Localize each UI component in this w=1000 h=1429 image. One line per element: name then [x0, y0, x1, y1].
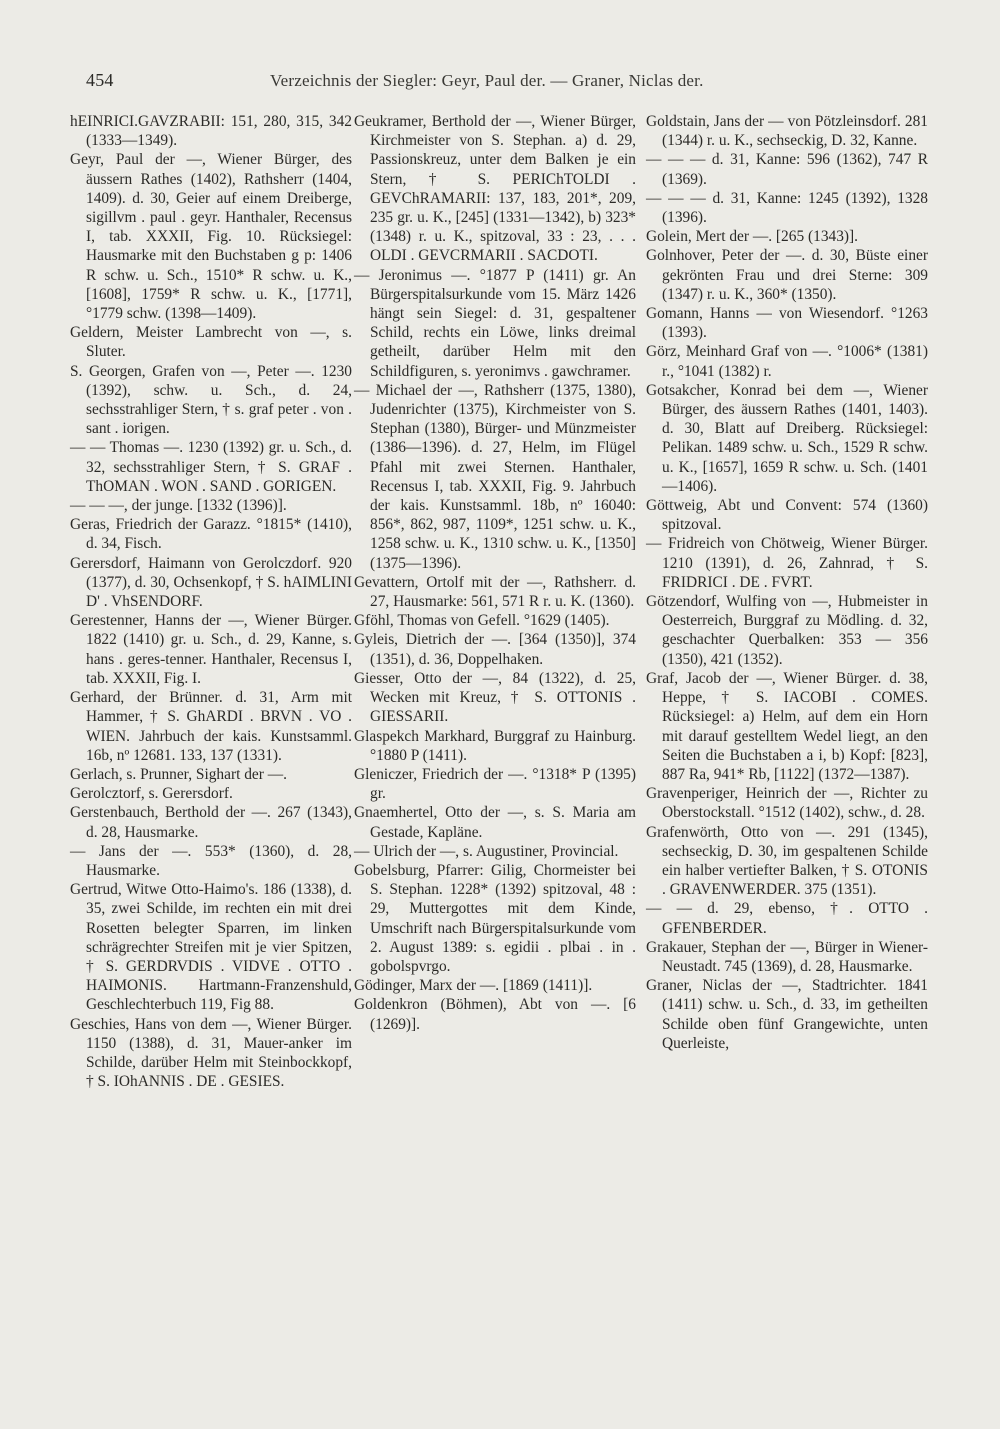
- register-entry: — — d. 29, ebenso, †. OTTO . GFENBERDER.: [646, 900, 928, 937]
- register-entry: Gerersdorf, Haimann von Gerolczdorf. 920 (1377), d. 30, Ochsenkopf, † S. hAIMLINI D' . VhSENDORF.: [70, 554, 352, 611]
- register-entry: Glaspekch Markhard, Burggraf zu Hainburg. °1880 P (1411).: [354, 727, 636, 764]
- register-entry: Gravenperiger, Heinrich der —, Richter zu Oberstockstall. °1512 (1402), schw., d. 28.: [646, 785, 928, 822]
- register-entry: — Jans der —. 553* (1360), d. 28, Hausmarke.: [70, 842, 352, 879]
- register-entry: — — — d. 31, Kanne: 1245 (1392), 1328 (1396).: [646, 189, 928, 227]
- register-entry: Gleniczer, Friedrich der —. °1318* P (1395) gr.: [354, 765, 636, 803]
- register-entry: Gomann, Hanns — von Wiesendorf. °1263 (1393).: [646, 305, 928, 342]
- register-entry: Gerestenner, Hanns der —, Wiener Bürger. 1822 (1410) gr. u. Sch., d. 29, Kanne, s. hans . geres-tenner. Hanthaler, Recensus I, tab. XXXII, Fig. I.: [70, 612, 352, 687]
- register-entry: Graf, Jacob der —, Wiener Bürger. d. 38, Heppe, † S. IACOBI . COMES. Rücksiegel: a) Helm, auf dem ein Horn mit darauf gestelltem Wedel liegt, an den Seiten die Buchstaben a i, b) Kopf: [823], 887 Ra, 941* Rb, [1122] (1372—1387).: [646, 669, 928, 783]
- register-entry: — Fridreich von Chötweig, Wiener Bürger. 1210 (1391), d. 26, Zahnrad, † S. FRIDRICI . DE . FVRT.: [646, 535, 928, 591]
- register-entry: hEINRICI.GAVZRABII: 151, 280, 315, 342 (1333—1349).: [70, 113, 352, 150]
- register-entry: Gertrud, Witwe Otto-Haimo's. 186 (1338), d. 35, zwei Schilde, im rechten ein mit drei Rosetten belegter Sparren, im linken schrägrechter Streifen mit je vier Spitzen, † S. GERDRVDIS . VIDVE . OTTO . HAIMONIS. Hartmann-Franzenshuld, Geschlechterbuch 119, Fig 88.: [70, 881, 352, 1014]
- register-entry: Geschies, Hans von dem —, Wiener Bürger. 1150 (1388), d. 31, Mauer-anker im Schilde, darüber Helm mit Steinbockkopf, † S. IOhANNIS . DE . GESIES.: [70, 1015, 352, 1091]
- register-entry: Görz, Meinhard Graf von —. °1006* (1381) r., °1041 (1382) r.: [646, 343, 928, 380]
- register-entry: — — —, der junge. [1332 (1396)].: [70, 497, 287, 515]
- register-entry: — — — d. 31, Kanne: 596 (1362), 747 R (1369).: [646, 151, 928, 188]
- page-header: [86, 70, 946, 96]
- register-entry: Geras, Friedrich der Garazz. °1815* (1410), d. 34, Fisch.: [70, 516, 352, 553]
- register-entry: Goldenkron (Böhmen), Abt von —. [6 (1269)].: [354, 996, 636, 1033]
- register-entry: Geldern, Meister Lambrecht von —, s. Sluter.: [70, 324, 352, 361]
- register-entry: Gerstenbauch, Berthold der —. 267 (1343), d. 28, Hausmarke.: [70, 804, 352, 841]
- register-entry: Gerolcztorf, s. Gerersdorf.: [70, 785, 233, 803]
- register-entry: Gotsakcher, Konrad bei dem —, Wiener Bürger, des äussern Rathes (1401, 1403). d. 30, Blatt auf Dreiberg. Rücksiegel: Pelikan. 1489 schw. u. Sch., 1529 R schw. u. K., [1657], 1659 R schw. u. Sch. (1401—1406).: [646, 381, 928, 495]
- register-entry: Geyr, Paul der —, Wiener Bürger, des äussern Rathes (1402), Rathsherr (1404, 1409). d. 30, Geier auf einem Dreiberge, sigillvm . paul . geyr. Hanthaler, Recensus I, tab. XXXII, Fig. 10. Rücksiegel: Hausmarke mit den Buchstaben g p: 1406 R schw. u. Sch., 1510* R schw. u. K., [1608], 1759* R schw. u. K., [1771], °1779 schw. (1398—1409).: [70, 151, 352, 323]
- register-entry: Geukramer, Berthold der —, Wiener Bürger, Kirchmeister von S. Stephan. a) d. 29, Passionskreuz, unter dem Balken je ein Stern, † S. PERIChTOLDI . GEVChRAMARII: 137, 183, 201*, 209, 235 gr. u. K., [245] (1331—1342), b) 323* (1348) r. u. K., spitzoval, 33 : 23, . . . OLDI . GEVCRMARII . SACDOTI.: [354, 113, 636, 265]
- register-entry: Götzendorf, Wulfing von —, Hubmeister in Oesterreich, Burggraf zu Mödling. d. 32, geschachter Querbalken: 353 — 356 (1350), 421 (1352).: [646, 593, 928, 668]
- register-entry: Göttweig, Abt und Convent: 574 (1360) spitzoval.: [646, 497, 928, 534]
- register-entry: Golein, Mert der —. [265 (1343)].: [646, 228, 858, 246]
- register-entry: Grakauer, Stephan der —, Bürger in Wiener-Neustadt. 745 (1369), d. 28, Hausmarke.: [646, 938, 928, 975]
- register-entry: Gerlach, s. Prunner, Sighart der —.: [70, 765, 287, 783]
- register-entry: — Jeronimus —. °1877 P (1411) gr. An Bürgerspitalsurkunde vom 15. März 1426 hängt sein Siegel: d. 31, gespaltener Schild, rechts ein Löwe, links dreimal getheilt, darüber Helm mit den Schildfiguren, s. yeronimvs . gawchramer.: [354, 266, 636, 380]
- register-entry: Graner, Niclas der —, Stadtrichter. 1841 (1411) schw. u. Sch., d. 33, im getheilten Schilde oben fünf Grangewichte, unten Querleiste,: [646, 977, 928, 1052]
- register-entry: — — Thomas —. 1230 (1392) gr. u. Sch., d. 32, sechsstrahliger Stern, † S. GRAF . ThOMAN . WON . SAND . GORIGEN.: [70, 439, 352, 495]
- register-entry: Gnaemhertel, Otto der —, s. S. Maria am Gestade, Kapläne.: [354, 804, 636, 841]
- register-entry: Gödinger, Marx der —. [1869 (1411)].: [354, 977, 593, 995]
- register-entry: S. Georgen, Grafen von —, Peter —. 1230 (1392), schw. u. Sch., d. 24, sechsstrahliger Stern, † s. graf peter . von . sant . iorigen.: [70, 362, 352, 438]
- register-entry: Gföhl, Thomas von Gefell. °1629 (1405).: [354, 612, 610, 630]
- register-entry: Gerhard, der Brünner. d. 31, Arm mit Hammer, † S. GhARDI . BRVN . VO . WIEN. Jahrbuch der kais. Kunstsamml. 16b, nº 12681. 133, 137 (1331).: [70, 689, 352, 764]
- register-entry: — Michael der —, Rathsherr (1375, 1380), Judenrichter (1375), Kirchmeister von S. Stephan (1380), Bürger- und Münzmeister (1386—1396). d. 27, Helm, im Flügel Pfahl mit zwei Sternen. Hanthaler, Recensus I, tab. XXXII, Fig. 9. Jahrbuch der kais. Kunstsamml. 18b, nº 16040: 856*, 862, 987, 1109*, 1251 schw. u. K., 1258 schw. u. K., 1310 schw. u. K., [1350] (1375—1396).: [354, 381, 636, 572]
- register-entry: Golnhover, Peter der —. d. 30, Büste einer gekrönten Frau und drei Sterne: 309 (1347) r. u. K., 360* (1350).: [646, 247, 928, 303]
- column-right: [646, 112, 928, 1053]
- register-entry: Gevattern, Ortolf mit der —, Rathsherr. d. 27, Hausmarke: 561, 571 R r. u. K. (1360).: [354, 573, 636, 611]
- column-middle: [354, 112, 636, 1034]
- register-entry: Grafenwörth, Otto von —. 291 (1345), sechseckig, D. 30, im gespaltenen Schilde ein halber vertiefter Balken, † S. OTONIS . GRAVENWERDER. 375 (1351).: [646, 823, 928, 899]
- register-entry: Gyleis, Dietrich der —. [364 (1350)], 374 (1351), d. 36, Doppelhaken.: [354, 631, 636, 668]
- register-entry: Goldstain, Jans der — von Pötzleinsdorf. 281 (1344) r. u. K., sechseckig, D. 32, Kanne.: [646, 113, 928, 150]
- register-entry: Gobelsburg, Pfarrer: Gilig, Chormeister bei S. Stephan. 1228* (1392) spitzoval, 48 : 29, Muttergottes mit dem Kinde, Umschrift nach Bürgerspitalsurkunde vom 2. August 1389: s. egidii . plbai . in . gobolspvrgo.: [354, 861, 636, 975]
- column-left: [70, 112, 352, 1091]
- register-entry: Giesser, Otto der —, 84 (1322), d. 25, Wecken mit Kreuz, † S. OTTONIS . GIESSARII.: [354, 669, 636, 726]
- page-number: 454: [86, 70, 114, 90]
- register-entry: — Ulrich der —, s. Augustiner, Provincial.: [354, 842, 619, 860]
- running-title: Verzeichnis der Siegler: Geyr, Paul der. — Graner, Niclas der.: [270, 71, 704, 90]
